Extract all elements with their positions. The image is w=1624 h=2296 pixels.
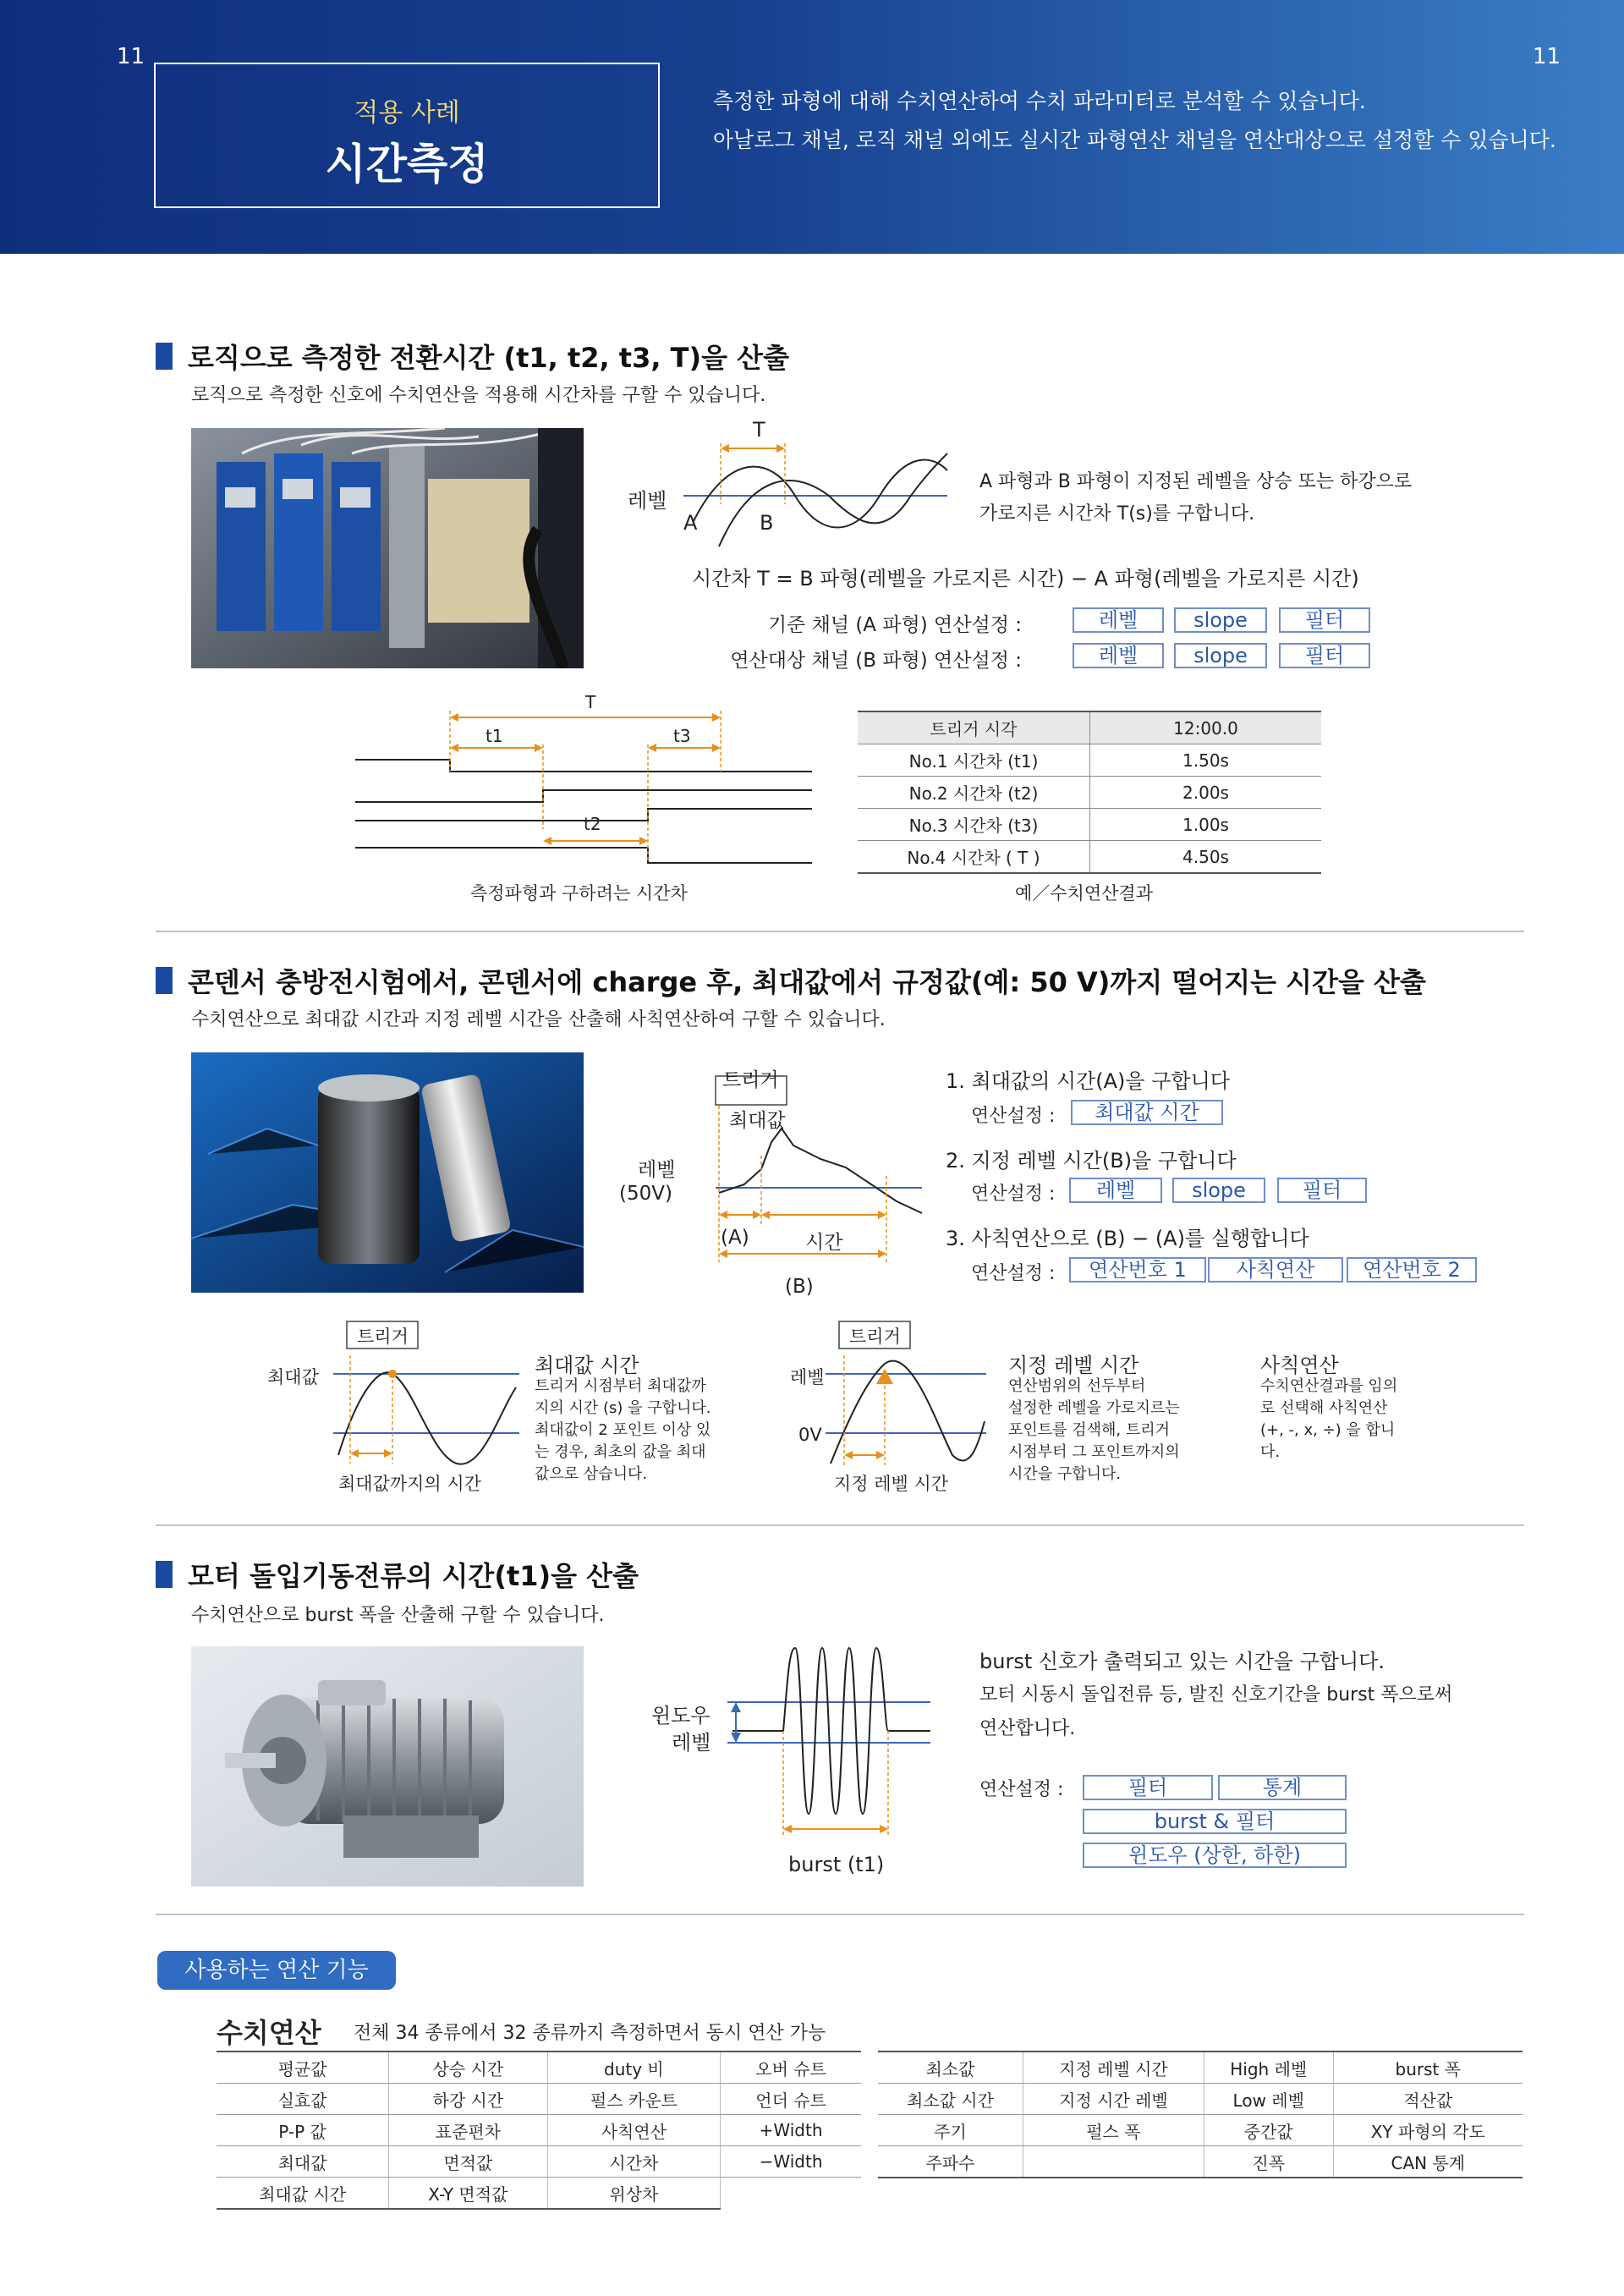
page-number-left: 11 [117,44,145,69]
table-cell [1023,2146,1204,2178]
table-cell: 언더 슈트 [721,2084,861,2115]
timing-t2-label: t2 [584,814,601,834]
intro-line-1: 측정한 파형에 대해 수치연산하여 수치 파라미터로 분석할 수 있습니다. [713,89,1366,113]
mini1-ylabel: 최대값 [267,1367,319,1387]
crossing-diagram [626,420,956,547]
functions-desc: 전체 34 종류에서 32 종류까지 측정하면서 동시 연산 가능 [354,2023,826,2044]
mini2-zero: 0V [798,1425,822,1445]
chip-stat: 통계 [1218,1775,1347,1800]
table-cell: 최소값 시간 [878,2084,1023,2115]
section3-desc-1: burst 신호가 출력되고 있는 시간을 구합니다. [979,1650,1385,1673]
table-cell: 중간값 [1204,2115,1333,2146]
table-cell: 평균값 [217,2052,389,2084]
page-title: 시간측정 [325,140,489,189]
mini3-desc-line: 다. [1260,1443,1281,1461]
timing-T-label: T [585,692,596,712]
chip-filter: 필터 [1083,1775,1213,1800]
section1-subtitle: 로직으로 측정한 신호에 수치연산을 적용해 시간차를 구할 수 있습니다. [191,385,766,406]
chip-calc2: 연산번호 2 [1347,1257,1477,1283]
table-cell: 트리거 시각 [858,711,1090,744]
chip-level: 레벨 [1069,1178,1162,1203]
mini2-desc-line: 시점부터 그 포인트까지의 [1008,1443,1180,1461]
section1-heading-text: 로직으로 측정한 전환시간 (t1, t2, t3, T)을 산출 [188,342,789,374]
table-cell: 실효값 [217,2084,389,2115]
table-cell: 진폭 [1204,2146,1333,2178]
table-cell: +Width [721,2115,861,2146]
functions-table-left [217,2051,861,2210]
chip-calc1: 연산번호 1 [1069,1257,1206,1283]
step2: 2. 지정 레벨 시간(B)을 구합니다 [946,1149,1237,1173]
result-caption: 예／수치연산결과 [1015,883,1154,904]
step2-setting-label: 연산설정 : [971,1184,1056,1205]
mini2-caption: 지정 레벨 시간 [834,1474,949,1494]
section2-subtitle: 수치연산으로 최대값 시간과 지정 레벨 시간을 산출해 사칙연산하여 구할 수 있습니다. [191,1009,886,1030]
mini-diagram-maxvalue [321,1320,524,1472]
table-row [858,809,1321,841]
table-cell: 최소값 [878,2052,1023,2084]
table-cell: XY 파형의 각도 [1333,2115,1522,2146]
mini1-desc-line: 트리거 시점부터 최대값까 [535,1377,706,1395]
section2-heading [156,961,1426,1000]
table-row [217,2178,861,2210]
table-row [878,2146,1522,2178]
table-cell: No.2 시간차 (t2) [858,777,1090,809]
formula: 시간차 T = B 파형(레벨을 가로지른 시간) − A 파형(레벨을 가로지른 시간) [692,567,1359,590]
table-cell: 최대값 시간 [217,2178,389,2210]
table-row [878,2052,1522,2084]
chip-max-time: 최대값 시간 [1071,1100,1223,1125]
step3: 3. 사칙연산으로 (B) − (A)를 실행합니다 [946,1227,1309,1250]
chip-slope: slope [1172,1178,1265,1203]
table-cell [721,2178,861,2210]
chip-window: 윈도우 (상한, 하한) [1083,1843,1347,1868]
functions-title: 수치연산 [217,2017,321,2049]
table-row [858,744,1321,777]
chip-level-a: 레벨 [1073,607,1164,633]
table-cell: No.3 시간차 (t3) [858,809,1090,841]
timing-caption: 측정파형과 구하려는 시간차 [470,883,688,904]
table-cell: X-Y 면적값 [389,2178,547,2210]
table-cell: 위상차 [547,2178,721,2210]
step3-setting-label: 연산설정 : [971,1263,1056,1284]
divider [156,1524,1524,1526]
table-cell: 주기 [878,2115,1023,2146]
table-row [858,841,1321,874]
table-row [217,2115,861,2146]
chip-filter-b: 필터 [1279,643,1370,668]
table-cell: −Width [721,2146,861,2178]
table-row [217,2146,861,2178]
photo-logic-modules [191,428,584,668]
table-cell: No.1 시간차 (t1) [858,744,1090,777]
mini3-desc-line: 수치연산결과를 임의 [1260,1377,1398,1395]
section1-heading [156,337,789,376]
A-label: (A) [721,1227,749,1249]
window-label-2: 레벨 [672,1731,711,1755]
mini1-desc-line: 지의 시간 (s) 을 구합니다. [535,1399,711,1417]
table-cell: 사칙연산 [547,2115,721,2146]
table-cell: 오버 슈트 [721,2052,861,2084]
table-cell: 최대값 [217,2146,389,2178]
photo-capacitors [191,1052,584,1293]
table-cell: Low 레벨 [1204,2084,1333,2115]
section3-heading [156,1555,639,1594]
mini3-desc-line: 로 선택해 사칙연산 [1260,1399,1388,1417]
table-cell: 시간차 [547,2146,721,2178]
mini2-desc-line: 시간을 구합니다. [1008,1465,1122,1483]
result-table [858,711,1321,874]
table-row [878,2115,1522,2146]
diagram-A-label: A [683,511,698,535]
functions-table-right [878,2051,1522,2178]
step1-setting-label: 연산설정 : [971,1106,1056,1127]
table-cell: High 레벨 [1204,2052,1333,2084]
mini3-desc-line: (+, -, x, ÷) 을 합니 [1260,1421,1396,1439]
mini2-desc-line: 설정한 레벨을 가로지르는 [1008,1399,1180,1417]
mini2-desc-line: 연산범위의 선두부터 [1008,1377,1146,1395]
section3-desc-3: 연산합니다. [979,1718,1076,1739]
table-cell: P-P 값 [217,2115,389,2146]
table-cell: 12:00.0 [1090,711,1322,744]
mini1-desc [535,1376,711,1486]
diagram-B-label: B [760,511,774,535]
table-row [858,777,1321,809]
table-cell: 4.50s [1090,841,1322,874]
timing-diagram [355,694,812,871]
mini1-desc-line: 최대값이 2 포인트 이상 있 [535,1421,711,1439]
chip-filter: 필터 [1277,1178,1367,1203]
mini2-title: 지정 레벨 시간 [1008,1354,1139,1377]
mini1-title: 최대값 시간 [535,1354,639,1377]
table-cell: 1.50s [1090,744,1322,777]
trigger-label: 트리거 [722,1069,779,1091]
section3-desc-2: 모터 시동시 돌입전류 등, 발진 신호기간을 burst 폭으로써 [979,1684,1453,1706]
table-row [858,711,1321,744]
section-marker [156,343,173,370]
diagram-T-label: T [753,418,765,442]
level-value: (50V) [619,1183,672,1205]
burst-diagram [727,1645,930,1848]
table-row [878,2084,1522,2115]
setting2-label: 연산대상 채널 (B 파형) 연산설정 : [730,650,1022,672]
mini3-title: 사칙연산 [1260,1354,1339,1377]
table-cell: 지정 레벨 시간 [1023,2052,1204,2084]
mini1-desc-line: 는 경우, 최초의 값을 최대 [535,1443,706,1461]
table-row [217,2052,861,2084]
chip-slope-a: slope [1174,607,1267,633]
section3-subtitle: 수치연산으로 burst 폭을 산출해 구할 수 있습니다. [191,1605,605,1626]
table-cell: 1.00s [1090,809,1322,841]
mini2-ylabel: 레벨 [790,1367,825,1387]
kicker: 적용 사례 [354,98,460,128]
chip-slope-b: slope [1174,643,1267,668]
mini1-trigger: 트리거 [357,1327,409,1347]
table-cell: 주파수 [878,2146,1023,2178]
section-marker [156,1561,173,1588]
table-cell: 표준편차 [389,2115,547,2146]
table-cell: 2.00s [1090,777,1322,809]
photo-motor [191,1646,584,1887]
chip-arith: 사칙연산 [1208,1257,1343,1283]
table-cell: 지정 시간 레벨 [1023,2084,1204,2115]
section1-desc-1: A 파형과 B 파형이 지정된 레벨을 상승 또는 하강으로 [979,471,1413,492]
table-row [217,2084,861,2115]
mini1-caption: 최대값까지의 시간 [338,1474,481,1494]
section3-heading-text: 모터 돌입기동전류의 시간(t1)을 산출 [188,1560,639,1592]
page-number-right: 11 [1533,44,1561,69]
diagram-level-label: 레벨 [628,489,667,513]
mini3-desc [1260,1376,1397,1464]
timing-t3-label: t3 [673,726,691,746]
mini1-desc-line: 값으로 삼습니다. [535,1465,648,1483]
chip-level-b: 레벨 [1073,643,1164,668]
level-label: 레벨 [638,1159,676,1181]
functions-pill: 사용하는 연산 기능 [157,1951,396,1990]
intro-line-2: 아날로그 채널, 로직 채널 외에도 실시간 파형연산 채널을 연산대상으로 설정할 수 있습니다. [713,128,1556,152]
table-cell: 면적값 [389,2146,547,2178]
section1-desc-2: 가로지른 시간차 T(s)를 구합니다. [979,503,1255,525]
timing-t1-label: t1 [486,726,503,746]
chip-filter-a: 필터 [1279,607,1370,633]
B-label: (B) [785,1276,814,1298]
table-cell: 하강 시간 [389,2084,547,2115]
table-cell: 펄스 폭 [1023,2115,1204,2146]
table-cell: No.4 시간차 ( T ) [858,841,1090,874]
mini2-trigger: 트리거 [849,1327,901,1347]
table-cell: duty 비 [547,2052,721,2084]
burst-caption: burst (t1) [788,1853,885,1876]
chip-burst-filter: burst & 필터 [1083,1809,1347,1834]
section3-setting-label: 연산설정 : [979,1779,1064,1800]
time-label: 시간 [805,1232,843,1254]
title-box [154,63,660,208]
mini2-desc [1008,1376,1180,1486]
maxval-label: 최대값 [729,1110,786,1132]
table-cell: CAN 통계 [1333,2146,1522,2178]
step1: 1. 최대값의 시간(A)을 구합니다 [946,1069,1230,1093]
setting1-label: 기준 채널 (A 파형) 연산설정 : [767,614,1022,636]
divider [156,931,1524,932]
section2-heading-text: 콘덴서 충방전시험에서, 콘덴서에 charge 후, 최대값에서 규정값(예: 50 V)까지 떨어지는 시간을 산출 [188,966,1426,998]
table-cell: 상승 시간 [389,2052,547,2084]
table-cell: 펄스 카운트 [547,2084,721,2115]
mini2-desc-line: 포인트를 검색해, 트리거 [1008,1421,1171,1439]
section-marker [156,967,173,994]
table-cell: burst 폭 [1333,2052,1522,2084]
window-label-1: 윈도우 [651,1704,710,1727]
divider [156,1914,1524,1915]
table-cell: 적산값 [1333,2084,1522,2115]
